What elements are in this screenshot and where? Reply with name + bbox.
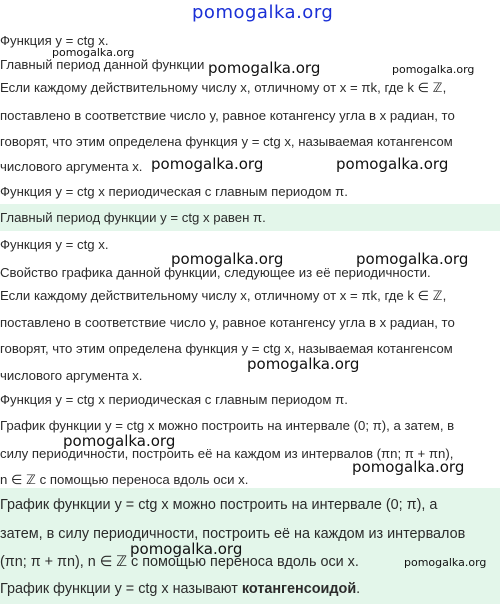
watermark: pomogalka.org [247,355,360,373]
watermark: pomogalka.org [130,540,243,558]
text-line: Функция y = ctg x. [0,237,109,252]
text-line: График функции y = ctg x можно построить на интервале (0; π), а [0,497,438,513]
text-line: Функция y = ctg x. [0,33,109,48]
watermark: pomogalka.org [352,458,465,476]
text-line: n ∈ ℤ с помощью переноса вдоль оси x. [0,472,249,487]
text-line: числового аргумента x. [0,368,143,383]
text-line: поставлено в соответствие число y, равное котангенсу угла в x радиан, то [0,108,455,123]
text-line-final [0,581,360,597]
text-line: Если каждому действительному числу x, отличному от x = πk, где k ∈ ℤ, [0,80,447,95]
watermark: pomogalka.org [392,63,475,76]
text-line: поставлено в соответствие число y, равное котангенсу угла в x радиан, то [0,315,455,330]
text-line: силу периодичности, построить её на каждом из интервалов (πn; π + πn), [0,446,454,461]
watermark: pomogalka.org [52,46,135,59]
text-line: (πn; π + πn), n ∈ ℤ с помощью переноса вдоль оси x. [0,554,359,570]
term-kotangensoida: котангенсоидой [241,581,357,597]
text-line: Свойство графика данной функции, следующее из её периодичности. [0,265,431,280]
text-fragment: . [356,581,361,597]
watermark: pomogalka.org [151,155,264,173]
text-line: График функции y = ctg x можно построить на интервале (0; π), а затем, в [0,418,455,433]
text-line: Если каждому действительному числу x, отличному от x = πk, где k ∈ ℤ, [0,288,447,303]
watermark: pomogalka.org [336,155,449,173]
site-watermark-top: pomogalka.org [192,2,334,23]
text-line: Главный период функции y = ctg x равен π. [0,210,266,225]
text-line: говорят, что этим определена функция y = ctg x, называемая котангенсом [0,134,453,149]
watermark: pomogalka.org [171,250,284,268]
text-line: Функция y = ctg x периодическая с главным периодом π. [0,184,348,199]
text-line: говорят, что этим определена функция y = ctg x, называемая котангенсом [0,341,453,356]
text-line: затем, в силу периодичности, построить её на каждом из интервалов [0,526,466,542]
text-line: Главный период данной функции [0,57,205,72]
watermark: pomogalka.org [208,59,321,77]
watermark: pomogalka.org [63,432,176,450]
text-fragment: График функции y = ctg x называют [0,581,242,597]
watermark: pomogalka.org [356,250,469,268]
text-line: числового аргумента x. [0,159,143,174]
text-line: Функция y = ctg x периодическая с главным периодом π. [0,392,348,407]
watermark: pomogalka.org [404,556,487,569]
